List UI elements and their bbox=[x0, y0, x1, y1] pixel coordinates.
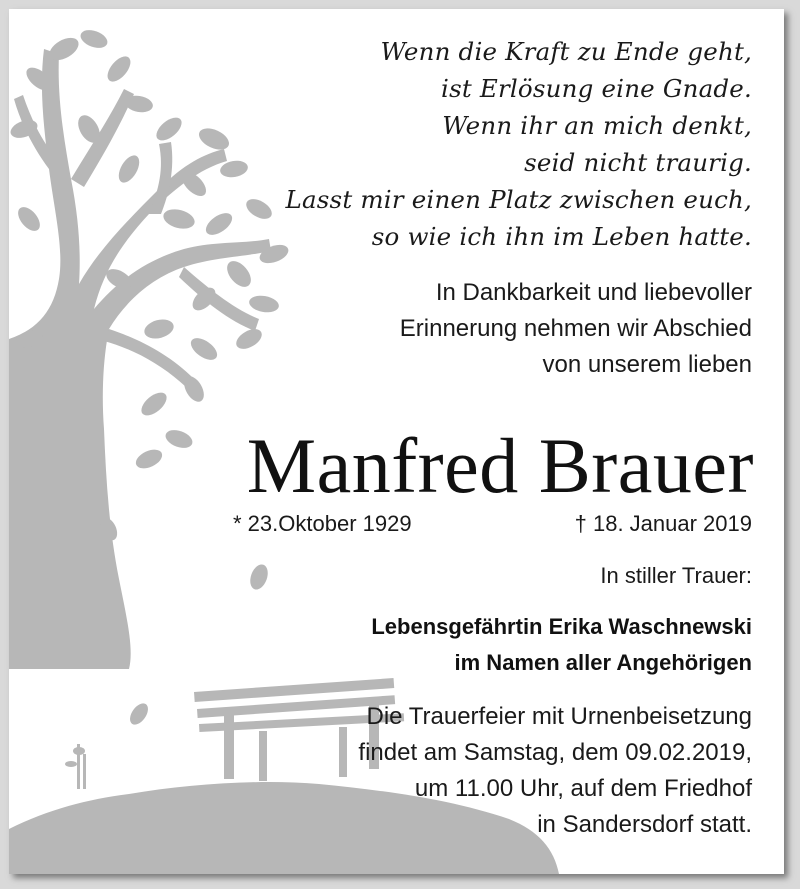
mourner-line: Lebensgefährtin Erika Waschnewski bbox=[371, 614, 752, 639]
service-line: findet am Samstag, dem 09.02.2019, bbox=[358, 739, 752, 766]
grass-icon bbox=[65, 744, 86, 789]
mourners bbox=[371, 609, 752, 681]
poem-line: Lasst mir einen Platz zwischen euch, bbox=[285, 185, 752, 214]
deceased-name: Manfred Brauer bbox=[246, 422, 754, 509]
intro-line: von unserem lieben bbox=[542, 351, 752, 378]
mourning-heading: In stiller Trauer: bbox=[600, 563, 752, 588]
poem bbox=[286, 33, 753, 255]
service-line: in Sandersdorf statt. bbox=[537, 811, 752, 838]
poem-line: Wenn ihr an mich denkt, bbox=[442, 111, 752, 140]
funeral-service-info bbox=[358, 699, 752, 843]
tree-icon bbox=[9, 49, 271, 669]
intro-text bbox=[400, 275, 752, 383]
intro-line: Erinnerung nehmen wir Abschied bbox=[399, 315, 752, 342]
intro-line: In Dankbarkeit und liebevoller bbox=[435, 279, 752, 306]
death-date: † 18. Januar 2019 bbox=[574, 511, 752, 536]
birth-date: * 23.Oktober 1929 bbox=[233, 511, 412, 536]
poem-line: Wenn die Kraft zu Ende geht, bbox=[380, 37, 752, 66]
service-line: Die Trauerfeier mit Urnenbeisetzung bbox=[366, 703, 752, 730]
service-line: um 11.00 Uhr, auf dem Friedhof bbox=[414, 775, 752, 802]
obituary-card bbox=[9, 9, 784, 874]
poem-line: so wie ich ihn im Leben hatte. bbox=[371, 222, 752, 251]
poem-line: seid nicht traurig. bbox=[524, 148, 752, 177]
mourner-line: im Namen aller Angehörigen bbox=[454, 650, 752, 675]
life-dates bbox=[233, 507, 752, 541]
poem-line: ist Erlösung eine Gnade. bbox=[441, 74, 752, 103]
